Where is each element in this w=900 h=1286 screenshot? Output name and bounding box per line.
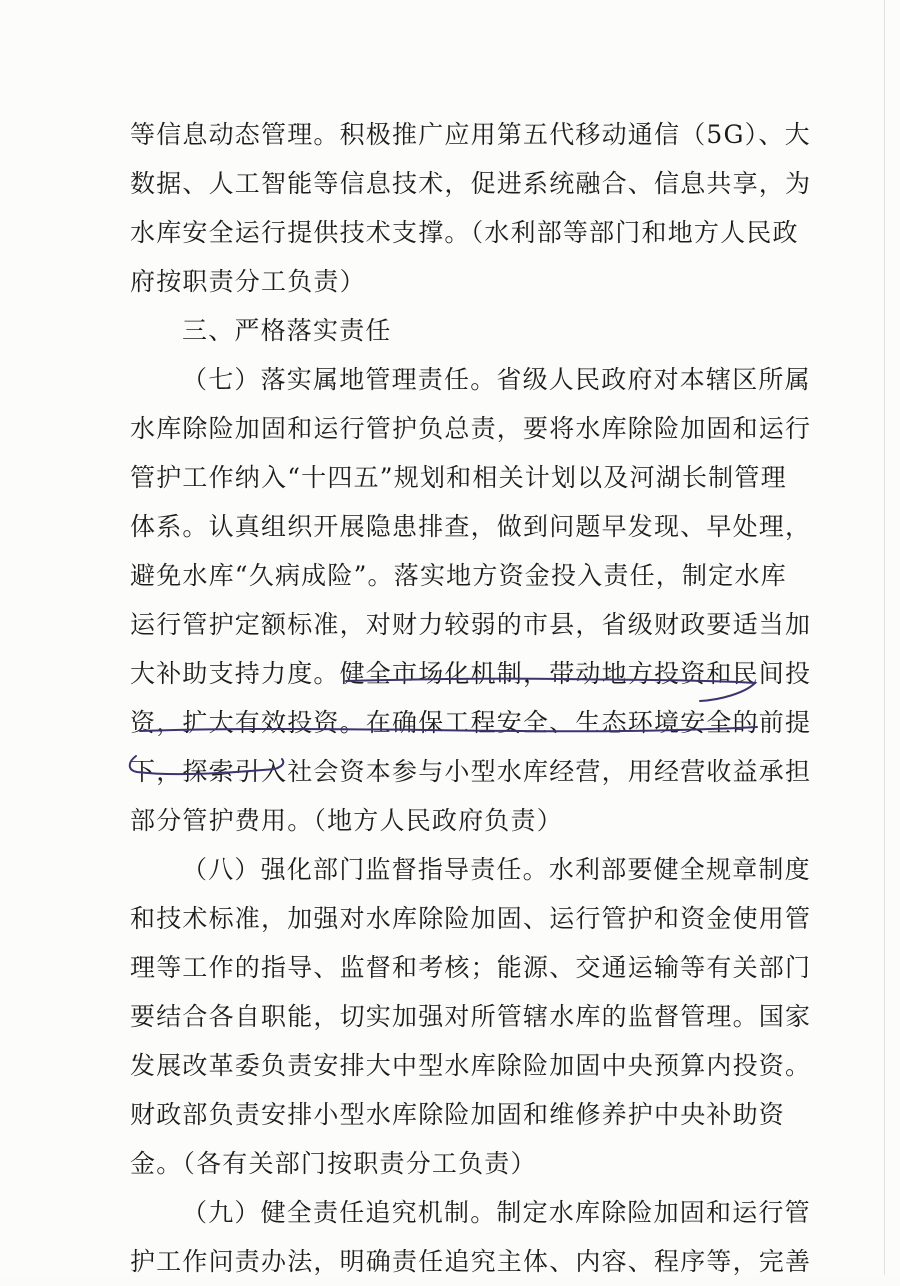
text-line-21: 财政部负责安排小型水库除险加固和维修养护中央补助资 — [130, 1100, 786, 1129]
document-body — [130, 110, 812, 1286]
text-line-4: 府按职责分工负责） — [130, 267, 366, 296]
text-line-6: （七）落实属地管理责任。省级人民政府对本辖区所属 — [182, 365, 811, 394]
text-line-1: 等信息动态管理。积极推广应用第五代移动通信（5G）、大 — [130, 120, 811, 149]
text-line-10: 避免水库“久病成险”。落实地方资金投入责任，制定水库 — [130, 561, 787, 590]
text-line-11: 运行管护定额标准，对财力较弱的市县，省级财政要适当加 — [130, 610, 812, 639]
text-line-7: 水库除险加固和运行管护负总责，要将水库除险加固和运行 — [130, 414, 812, 443]
text-line-13: 资，扩大有效投资。在确保工程安全、生态环境安全的前提 — [130, 708, 812, 737]
text-line-14: 下，探索引入社会资本参与小型水库经营，用经营收益承担 — [130, 757, 812, 786]
text-line-17: 和技术标准，加强对水库除险加固、运行管护和资金使用管 — [130, 904, 812, 933]
text-line-16: （八）强化部门监督指导责任。水利部要健全规章制度 — [182, 855, 811, 884]
text-line-2: 数据、人工智能等信息技术，促进系统融合、信息共享，为 — [130, 169, 812, 198]
text-line-19: 要结合各自职能，切实加强对所管辖水库的监督管理。国家 — [130, 1002, 812, 1031]
text-line-9: 体系。认真组织开展隐患排查，做到问题早发现、早处理， — [130, 512, 812, 541]
text-line-18: 理等工作的指导、监督和考核；能源、交通运输等有关部门 — [130, 953, 812, 982]
section-heading-3: 三、严格落实责任 — [182, 316, 392, 345]
page-edge-line — [884, 0, 885, 1275]
text-line-23: （九）健全责任追究机制。制定水库除险加固和运行管 — [182, 1198, 811, 1227]
text-line-15: 部分管护费用。（地方人民政府负责） — [130, 806, 563, 835]
text-line-24: 护工作问责办法，明确责任追究主体、内容、程序等，完善 — [130, 1247, 812, 1276]
text-line-20: 发展改革委负责安排大中型水库除险加固中央预算内投资。 — [130, 1051, 812, 1080]
text-line-8: 管护工作纳入“十四五”规划和相关计划以及河湖长制管理 — [130, 463, 787, 492]
text-line-22: 金。（各有关部门按职责分工负责） — [130, 1149, 537, 1178]
text-line-3: 水库安全运行提供技术支撑。（水利部等部门和地方人民政 — [130, 218, 799, 247]
text-line-12: 大补助支持力度。健全市场化机制，带动地方投资和民间投 — [130, 659, 812, 688]
